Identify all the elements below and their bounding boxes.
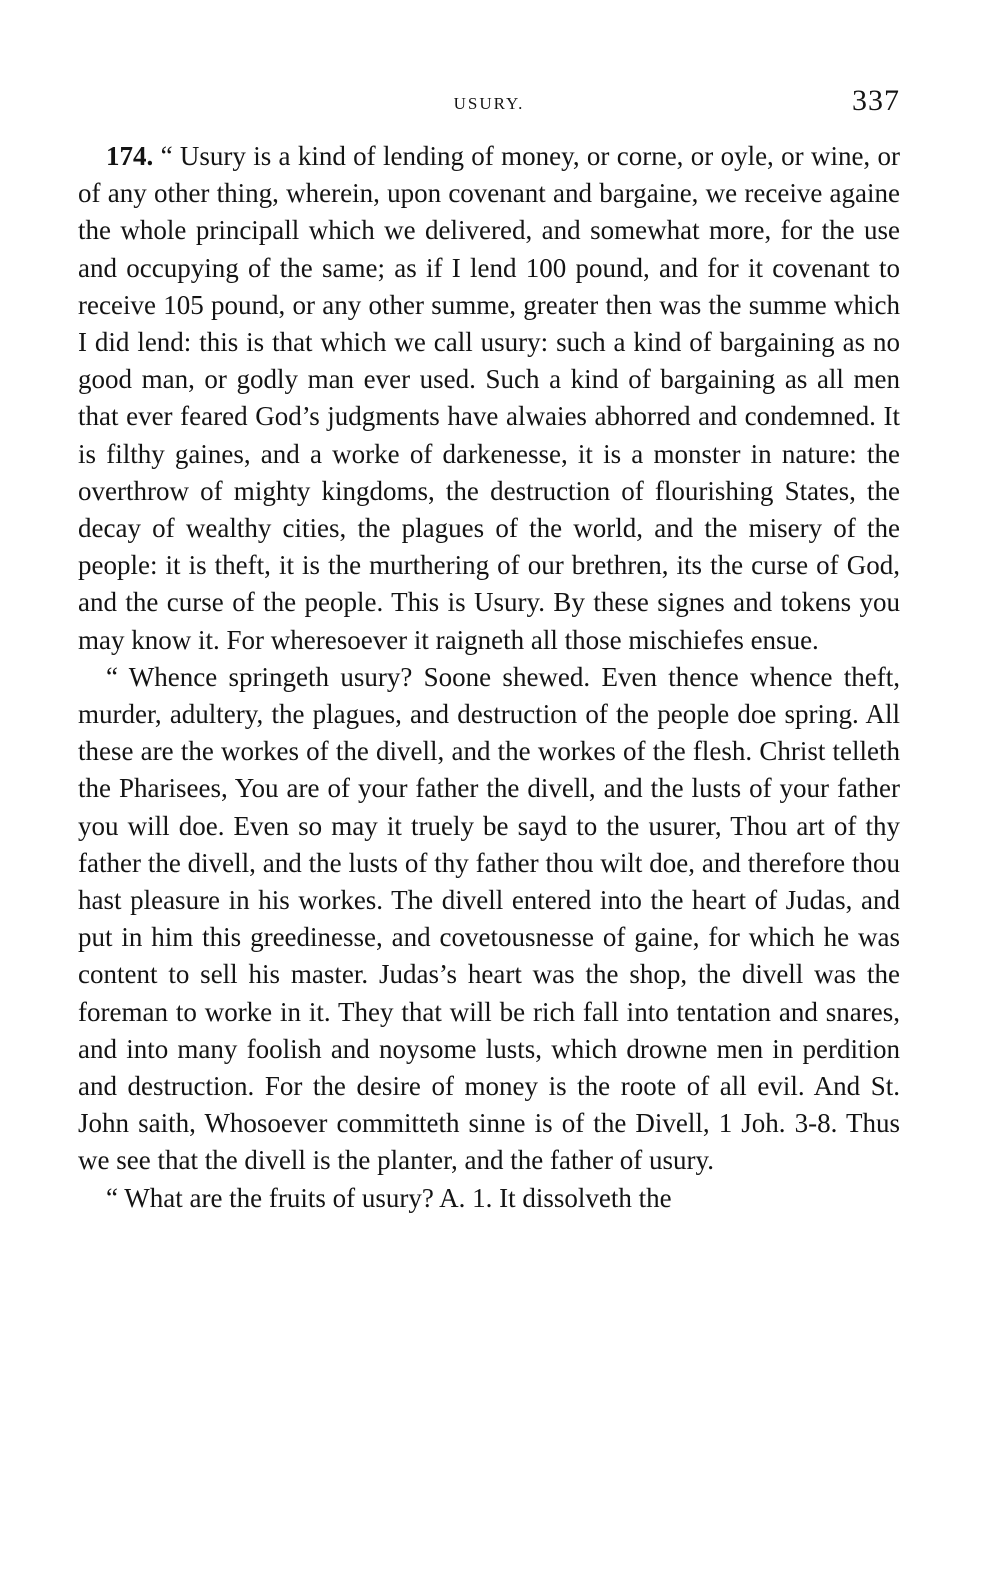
paragraph-2: “ Whence springeth usury? Soone shewed. Even thence whence theft, murder, adultery, the plagues, and destruction of the people doe spring. All these are the workes of the divell, and the workes of the flesh. Christ telleth the Pharisees, You are of your father the divell, and the lusts of your father you will doe. Even so may it truely be sayd to the usurer, Thou art of thy father the divell, and the lusts of thy father thou wilt doe, and therefore thou hast pleasure in his workes. The divell entered into the heart of Judas, and put in him this greedinesse, and covetousnesse of gaine, for which he was content to sell his master. Judas’s heart was the shop, the divell was the foreman to worke in it. They that will be rich fall into tentation and snares, and into many foolish and noysome lusts, which drowne men in perdition and destruction. For the desire of money is the roote of all evil. And St. John saith, Whosoever committeth sinne is of the Divell, 1 Joh. 3-8. Thus we see that the divell is the planter, and the father of usury. [78, 661, 900, 1176]
running-head [78, 82, 900, 126]
running-title: USURY. [453, 94, 525, 113]
book-page [78, 82, 900, 1217]
paragraph-1 [78, 138, 900, 659]
paragraph-1-text: “ Usury is a kind of lending of money, or corne, or oyle, or wine, or of any other thing, wherein, upon covenant and bargaine, we receive againe the whole principall which we delivered, and somewhat more, for the use and occupying of the same; as if I lend 100 pound, and for it covenant to receive 105 pound, or any other summe, greater then was the summe which I did lend: this is that which we call usury: such a kind of bargaining as no good man, or godly man ever used. Such a kind of bargaining as all men that ever feared God’s judgments have alwaies abhorred and condemned. It is filthy gaines, and a worke of darkenesse, it is a monster in nature: the overthrow of mighty kingdoms, the destruction of flourishing States, the decay of wealthy cities, the plagues of the world, and the misery of the people: it is theft, it is the murthering of our brethren, its the curse of God, and the curse of the people. This is Usury. By these signes and tokens you may know it. For wheresoever it raigneth all those mischiefes ensue. [78, 141, 900, 655]
section-number: 174. [106, 141, 154, 171]
body-text [78, 138, 900, 1217]
paragraph-3: “ What are the fruits of usury? A. 1. It dissolveth the [106, 1182, 672, 1213]
page-number: 337 [852, 84, 900, 117]
